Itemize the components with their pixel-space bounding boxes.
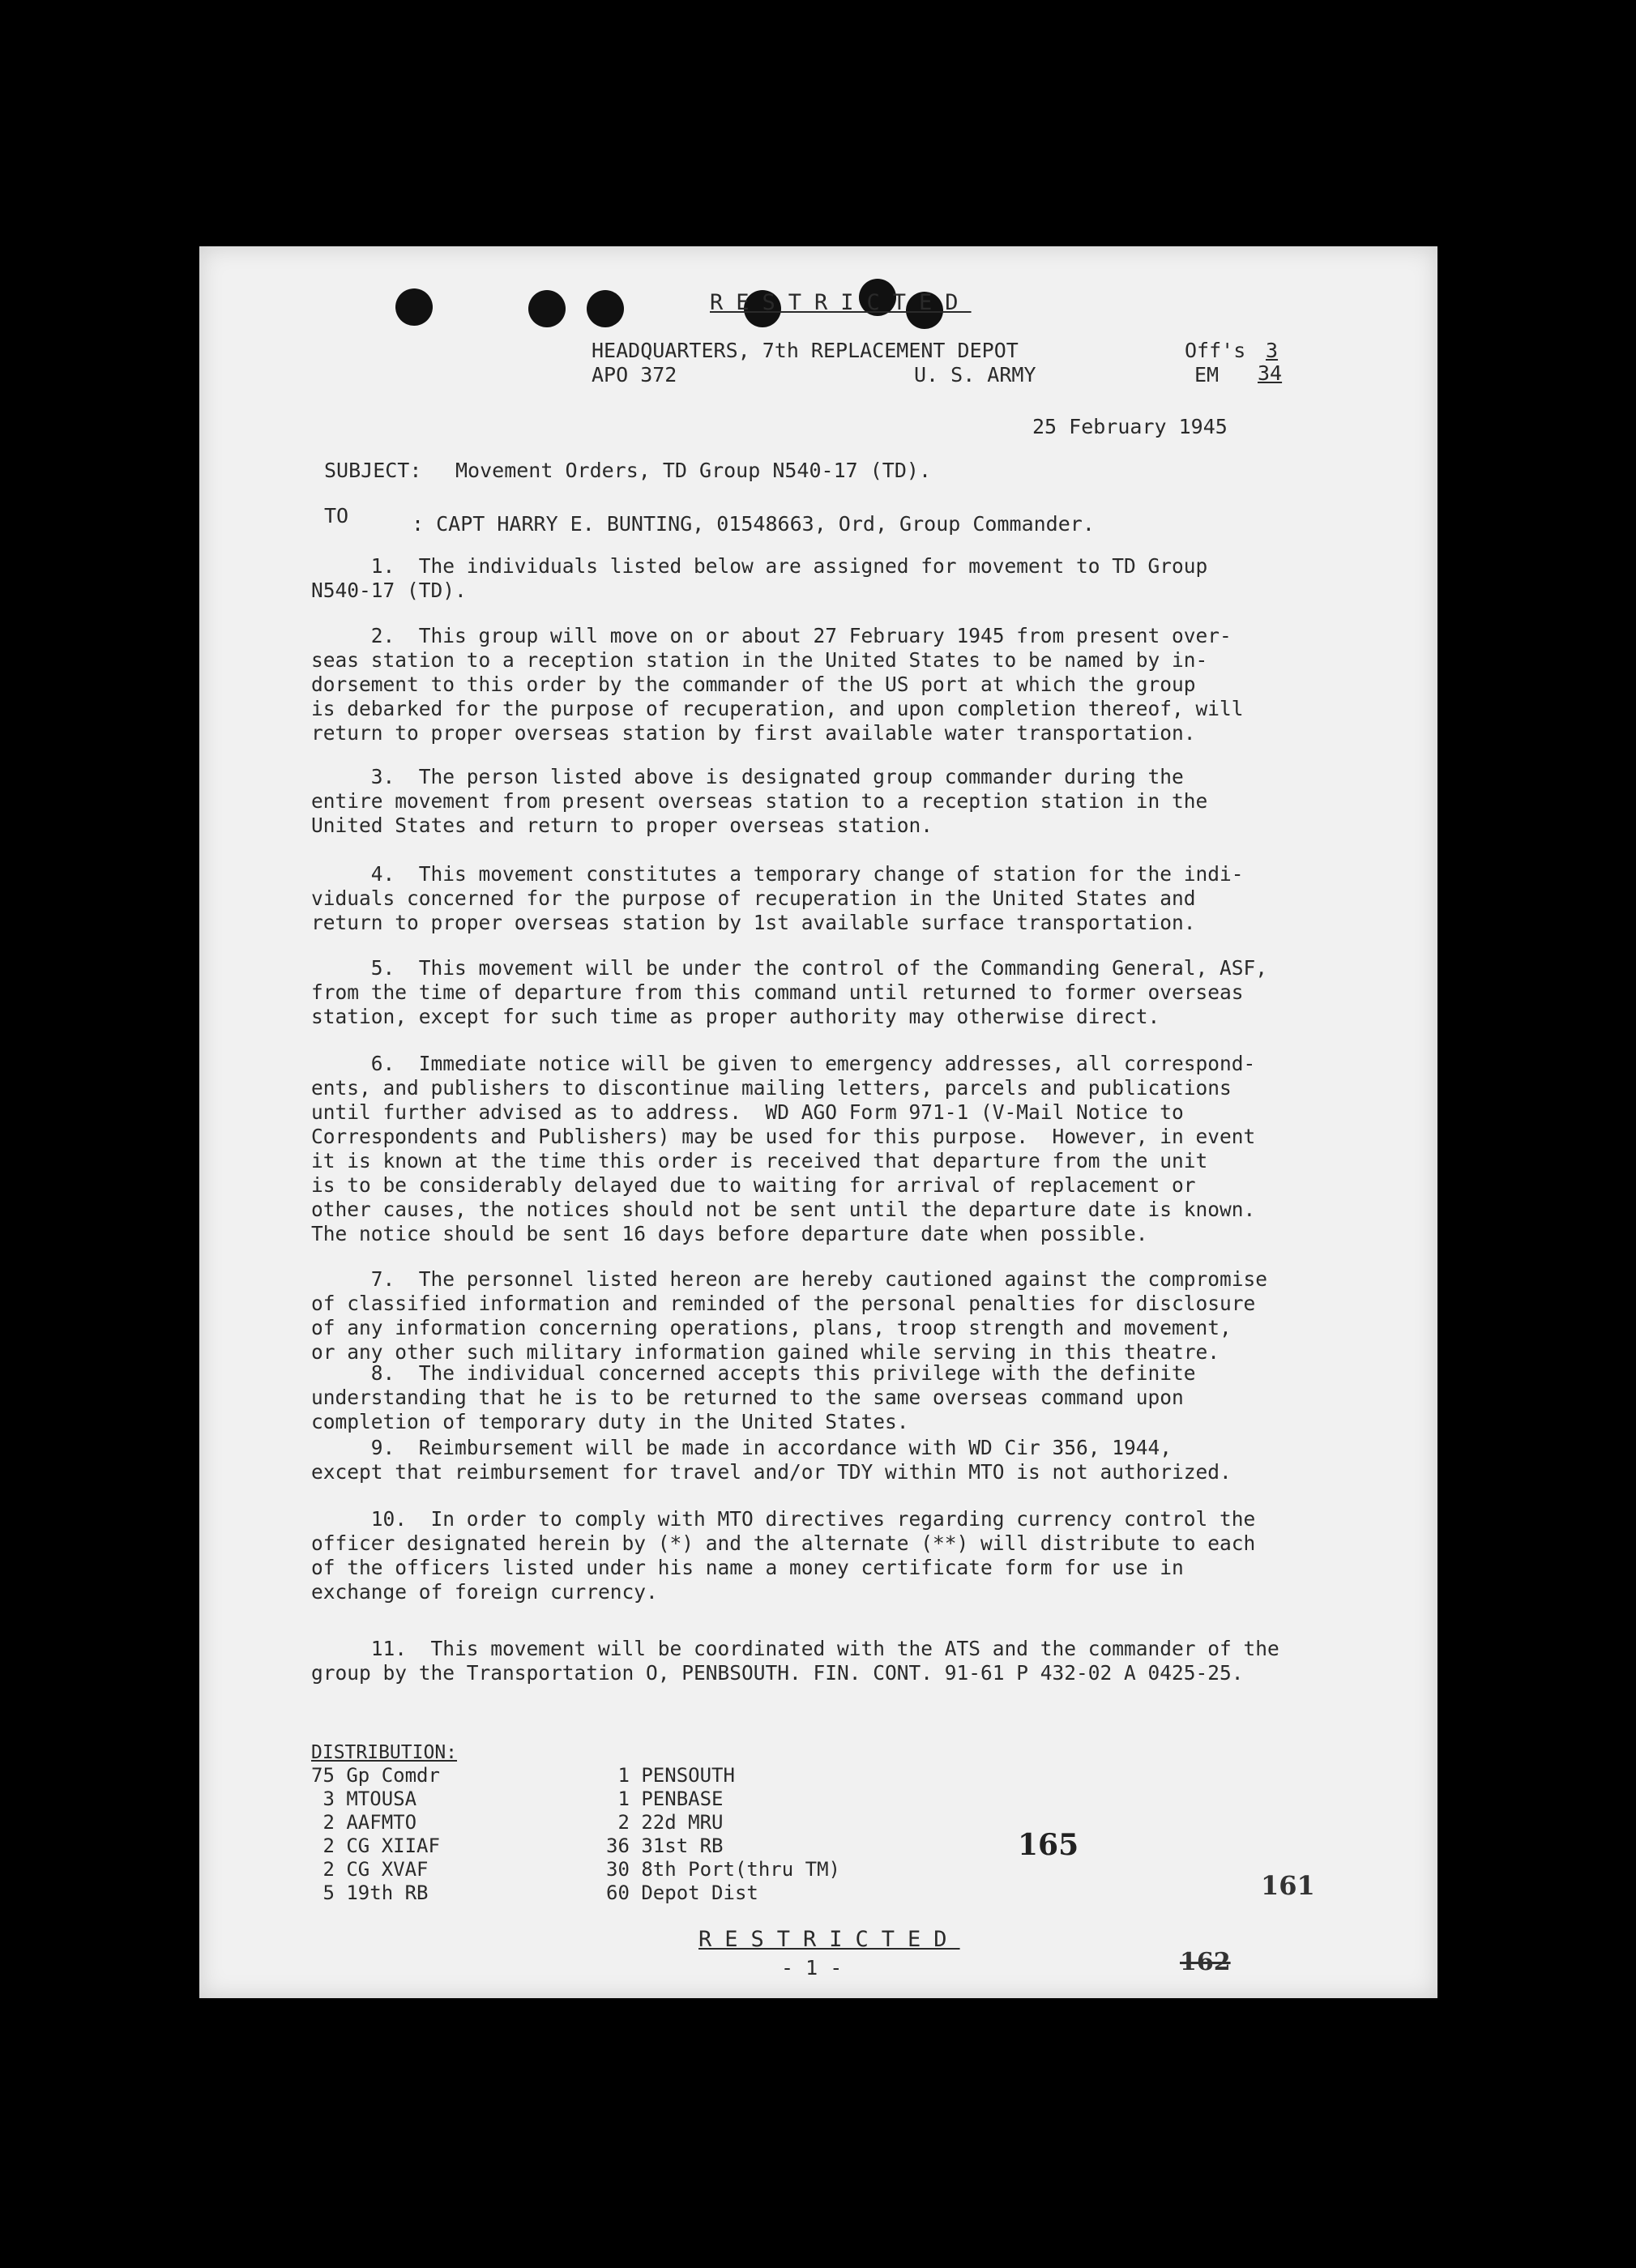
paragraph-line: or any other such military information gained while serving in this theatre. (311, 1340, 1220, 1364)
paragraph-line: viduals concerned for the purpose of recuperation in the United States and (311, 886, 1196, 910)
distribution-entry: 3 MTOUSA (311, 1787, 417, 1810)
paragraph-line: from the time of departure from this command until returned to former overseas (311, 980, 1244, 1004)
paragraph-line: 10. In order to comply with MTO directives regarding currency control the (311, 1507, 1256, 1531)
order-paragraph (311, 1637, 1279, 1685)
paragraph-line: N540-17 (TD). (311, 579, 467, 602)
punch-hole (528, 290, 566, 327)
to-label: TO (324, 504, 349, 527)
punch-hole (587, 290, 624, 327)
army-line: U. S. ARMY (914, 363, 1036, 387)
paragraph-line: entire movement from present overseas station to a reception station in the (311, 789, 1208, 813)
paragraph-line: 5. This movement will be under the control of the Commanding General, ASF, (311, 956, 1268, 980)
document-date: 25 February 1945 (1032, 415, 1228, 438)
paragraph-line: United States and return to proper overseas station. (311, 814, 933, 837)
offs-count: 3 (1266, 339, 1279, 362)
paragraph-line: 8. The individual concerned accepts this privilege with the definite (311, 1361, 1196, 1385)
paragraph-line: understanding that he is to be returned to the same overseas command upon (311, 1386, 1184, 1409)
paragraph-line: completion of temporary duty in the United States. (311, 1410, 909, 1433)
distribution-entry: 5 19th RB (311, 1881, 429, 1904)
em-count: 34 (1258, 361, 1283, 385)
paragraph-line: 6. Immediate notice will be given to emergency addresses, all correspond- (311, 1052, 1256, 1075)
page-stamp-number: 165 (1018, 1828, 1079, 1862)
paragraph-line: other causes, the notices should not be sent until the departure date is known. (311, 1198, 1256, 1221)
order-paragraph (311, 624, 1244, 745)
order-paragraph (311, 1052, 1255, 1246)
paragraph-line: is to be considerably delayed due to waiting for arrival of replacement or (311, 1173, 1196, 1197)
distribution-entry: 2 AAFMTO (311, 1811, 417, 1834)
paragraph-line: 1. The individuals listed below are assigned for movement to TD Group (311, 554, 1208, 578)
page-stamp-crossed: 162 (1180, 1948, 1231, 1976)
apo-line: APO 372 (592, 363, 677, 387)
distribution-label: DISTRIBUTION: (311, 1742, 458, 1763)
order-paragraph (311, 956, 1267, 1029)
paragraph-line: return to proper overseas station by 1st available surface transportation. (311, 911, 1196, 934)
paragraph-line: it is known at the time this order is received that departure from the unit (311, 1149, 1208, 1172)
paragraph-line: ents, and publishers to discontinue mailing letters, parcels and publications (311, 1076, 1232, 1100)
paragraph-line: of any information concerning operations, plans, troop strength and movement, (311, 1316, 1232, 1339)
paragraph-line: officer designated herein by (*) and the alternate (**) will distribute to each (311, 1531, 1256, 1555)
hq-line: HEADQUARTERS, 7th REPLACEMENT DEPOT (592, 339, 1019, 362)
page-stamp-number: 161 (1261, 1870, 1315, 1901)
offs-label: Off's (1185, 339, 1246, 362)
page-number: - 1 - (781, 1956, 843, 1980)
paragraph-line: 2. This group will move on or about 27 February 1945 from present over- (311, 624, 1232, 647)
paragraph-line: Correspondents and Publishers) may be used for this purpose. However, in event (311, 1125, 1256, 1148)
paragraph-line: 4. This movement constitutes a temporary change of station for the indi- (311, 862, 1244, 886)
paragraph-line: The notice should be sent 16 days before departure date when possible. (311, 1222, 1148, 1245)
order-paragraph (311, 1507, 1255, 1604)
distribution-entry: 2 CG XIIAF (311, 1834, 440, 1857)
paragraph-line: group by the Transportation O, PENBSOUTH. FIN. CONT. 91-61 P 432-02 A 0425-25. (311, 1661, 1244, 1685)
punch-hole (395, 288, 433, 326)
classification-bottom: RESTRICTED (698, 1927, 960, 1952)
distribution-entry: 2 22d MRU (606, 1811, 724, 1834)
distribution-entry: 2 CG XVAF (311, 1858, 429, 1881)
em-label: EM (1194, 363, 1220, 387)
distribution-entry: 75 Gp Comdr (311, 1764, 440, 1787)
distribution-entry: 1 PENBASE (606, 1787, 724, 1810)
paragraph-line: seas station to a reception station in the United States to be named by in- (311, 648, 1208, 672)
paragraph-line: exchange of foreign currency. (311, 1580, 658, 1604)
order-paragraph (311, 862, 1244, 935)
classification-top: RESTRICTED (710, 290, 972, 315)
order-paragraph (311, 1436, 1232, 1484)
order-paragraph (311, 765, 1207, 838)
paragraph-line: 7. The personnel listed hereon are hereby cautioned against the compromise (311, 1267, 1268, 1291)
paragraph-line: station, except for such time as proper authority may otherwise direct. (311, 1005, 1160, 1028)
to-text: : CAPT HARRY E. BUNTING, 01548663, Ord, Group Commander. (412, 512, 1095, 536)
paragraph-line: dorsement to this order by the commander of the US port at which the group (311, 673, 1196, 696)
order-paragraph (311, 1361, 1196, 1434)
document-page (199, 246, 1437, 1998)
paragraph-line: until further advised as to address. WD AGO Form 971-1 (V-Mail Notice to (311, 1100, 1184, 1124)
paragraph-line: of the officers listed under his name a money certificate form for use in (311, 1556, 1184, 1579)
distribution-entry: 36 31st RB (606, 1834, 724, 1857)
distribution-entry: 1 PENSOUTH (606, 1764, 735, 1787)
paragraph-line: of classified information and reminded of the personal penalties for disclosure (311, 1292, 1256, 1315)
subject-label: SUBJECT: (324, 459, 422, 482)
paragraph-line: return to proper overseas station by first available water transportation. (311, 721, 1196, 745)
paragraph-line: 9. Reimbursement will be made in accordance with WD Cir 356, 1944, (311, 1436, 1173, 1459)
paragraph-line: is debarked for the purpose of recuperation, and upon completion thereof, will (311, 697, 1244, 720)
order-paragraph (311, 1267, 1267, 1365)
distribution-entry: 30 8th Port(thru TM) (606, 1858, 840, 1881)
distribution-entry: 60 Depot Dist (606, 1881, 758, 1904)
paragraph-line: 11. This movement will be coordinated with the ATS and the commander of the (311, 1637, 1279, 1660)
paragraph-line: except that reimbursement for travel and/or TDY within MTO is not authorized. (311, 1460, 1232, 1484)
paragraph-line: 3. The person listed above is designated group commander during the (311, 765, 1184, 788)
subject-text: Movement Orders, TD Group N540-17 (TD). (455, 459, 931, 482)
order-paragraph (311, 554, 1207, 603)
